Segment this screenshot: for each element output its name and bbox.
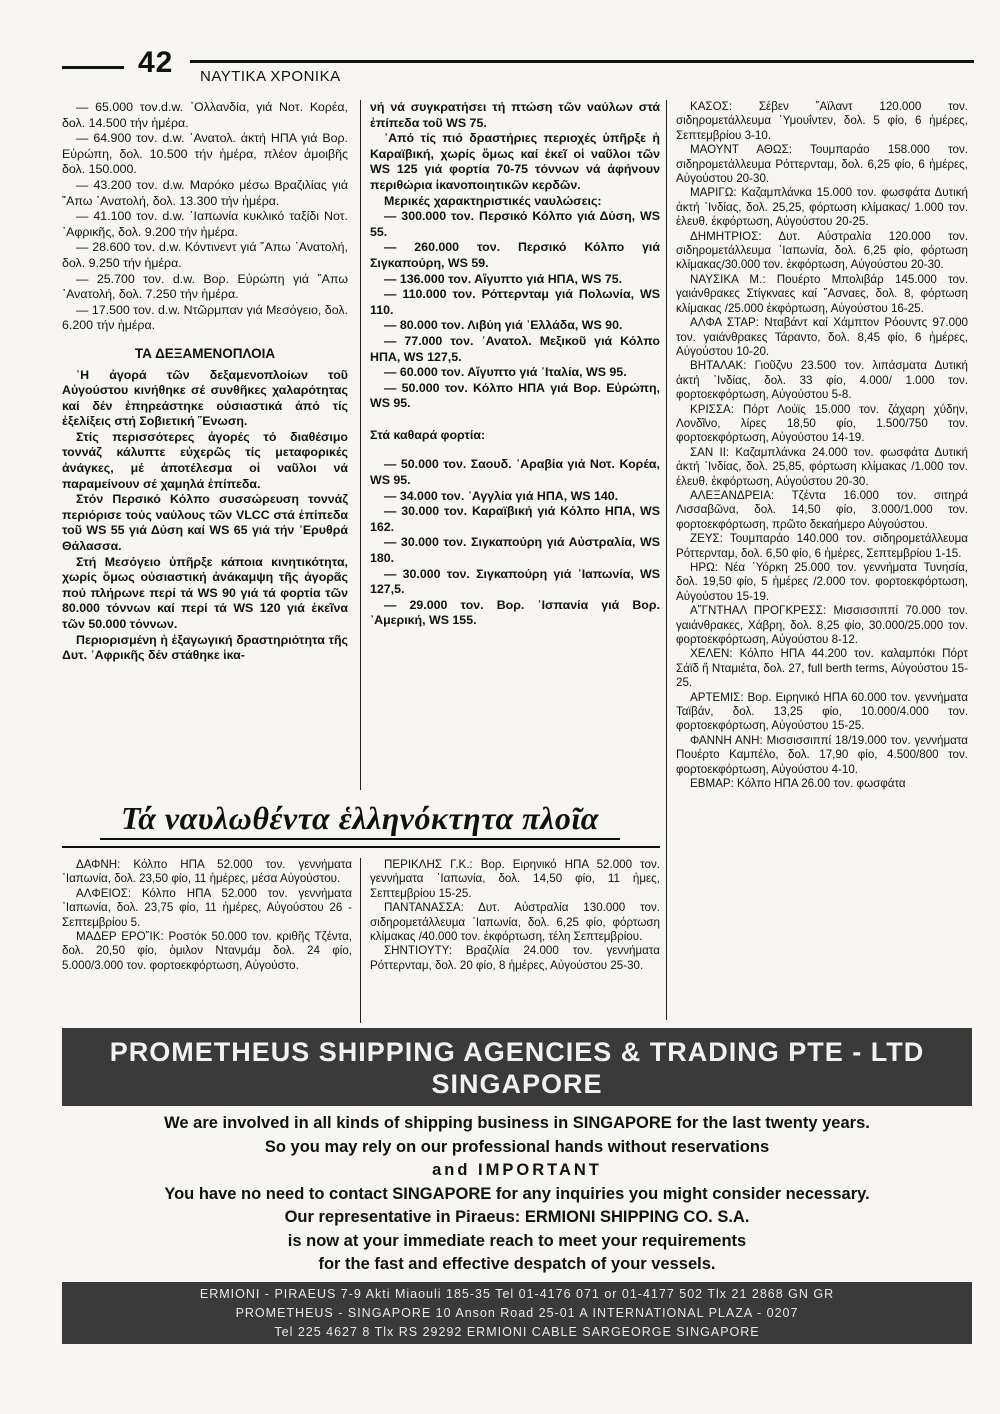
greek-ships-title-text: Τά ναυλωθέντα ἑλληνόκτητα πλοῖα: [121, 800, 599, 836]
greek-ships-column-b: [370, 858, 660, 973]
tankers-paragraph: Στίς περισσότερες ἀγορές τό διαθέσιμο τοννάζ κάλυπτε εὐχερῶς τίς μεταφορικές ἀνάγκες, μέ ἀποτέλεσμα οἱ ναῦλοι νά παραμείνουν σέ χαμηλά ἐπίπεδα.: [62, 429, 348, 491]
clean-fixture: — 30.000 τον. Σιγκαπούρη γιά Αὐστραλία, WS 180.: [370, 535, 660, 566]
ship-entry: ΝΑΥΣΙΚΑ Μ.: Πουέρτο Μπολιβάρ 145.000 τον. γαιάνθρακες Στίγκναες καί ῎Ασναες, δολ. 8, φόρτωση κλίμακας /25.000 ἐκφόρτωση, Αὐγούστου 16-25.: [676, 272, 968, 315]
advert-banner: [62, 1028, 972, 1106]
advert-line: So you may rely on our professional hands without reservations: [264, 1137, 770, 1156]
column-dry-fixtures: [62, 100, 348, 664]
greek-ships-title: [60, 800, 660, 846]
tankers-paragraph: ῾Η ἀγορά τῶν δεξαμενοπλοίων τοῦ Αὐγούστου κινήθηκε σέ συνθῆκες χαλαρότητας καί δέν ἐπηρεάστηκε οὐσιαστικά ἀπό τίς ἐξελίξεις στή Σοβιετική ῞Ενωση.: [62, 367, 348, 429]
column-ship-entries: [676, 100, 968, 792]
ship-entry: ΖΕΥΣ: Τουμπαράο 140.000 τον. σιδηρομετάλλευμα Ρόττερνταμ, δολ. 6,50 φίο, 6 ἡμέρες, Σεπτεμβρίου 1-15.: [676, 532, 968, 560]
tankers-heading: ΤΑ ΔΕΞΑΜΕΝΟΠΛΟΙΑ: [134, 345, 276, 361]
advert-body: [62, 1112, 972, 1277]
advert-line: is now at your immediate reach to meet your requirements: [287, 1231, 747, 1250]
ship-entry: ΦΑΝΝΗ ΑΝΗ: Μισσισσιππί 18/19.000 τον. γεννήματα Πουέρτο Καμπέλο, δολ. 17,90 φίο, 4.500/800 τον. φορτοεκφόρτωση, Αὐγούστου 4-10.: [676, 733, 968, 776]
fixture-line: — 43.200 τον. d.w. Μαρόκο μέσω Βραζιλίας γιά ῎Απω ᾿Ανατολή, δολ. 13.300 τήν ἡμέρα.: [62, 177, 348, 208]
tankers-paragraph: Περιορισμένη ἡ ἐξαγωγική δραστηριότητα τῆς Δυτ. ᾿Αφρικῆς δέν στάθηκε ἱκα-: [62, 632, 348, 663]
ship-entry: ΔΗΜΗΤΡΙΟΣ: Δυτ. Αὐστραλία 120.000 τον. σιδηρομετάλλευμα ᾿Ιαπωνία, δολ. 6,25 φίο, φόρτωση κλίμακας/30.000 τον. ἐκφόρτωση, Αὐγούστου 20-30.: [676, 229, 968, 272]
fixture-line: — 65.000 τον.d.w. ᾿Ολλανδία, γιά Νοτ. Κορέα, δολ. 14.500 τήν ἡμέρα.: [62, 100, 348, 130]
title-rule: [62, 846, 660, 848]
greek-ships-column-a: [62, 858, 352, 973]
column-divider: [360, 100, 361, 790]
advert-line: Our representative in Piraeus: ERMIONI SHIPPING CO. S.A.: [284, 1208, 750, 1226]
ship-entry: ΜΑΟΥΝΤ ΑΘΩΣ: Τουμπαράο 158.000 τον. σιδηρομετάλλευμα Ρόττερνταμ, δολ. 6,25 φίο, 6 ἡμέρες, Αὐγούστου 20-30.: [676, 143, 968, 186]
fixture-line: — 28.600 τον. d.w. Κόντινεντ γιά ῎Απω ᾿Ανατολή, δολ. 9.250 τήν ἡμέρα.: [62, 240, 348, 270]
clean-heading: Στά καθαρά φορτία:: [370, 427, 486, 442]
tanker-fixture: — 110.000 τον. Ρόττερνταμ γιά Πολωνία, WS 110.: [370, 287, 660, 317]
ship-entry: ΕΒΜΑΡ: Κόλπο ΗΠΑ 26.00 τον. φωσφάτα: [690, 777, 906, 791]
greek-ship-entry: ΠΑΝΤΑΝΑΣΣΑ: Δυτ. Αὐστραλία 130.000 τον. σιδηρομετάλλευμα ᾿Ιαπωνία, δολ. 6,25 φίο, φόρτωση κλίμακας /40.000 τον. ἐκφόρτωση, τέλη Σεπτεμβρίου.: [370, 901, 660, 944]
fixture-line: — 17.500 τον. d.w. Ντῶρμπαν γιά Μεσόγειο, δολ. 6.200 τήν ἡμέρα.: [62, 302, 348, 333]
caribbean-paragraph: ᾿Από τίς πιό δραστήριες περιοχές ὑπῆρξε ἡ Καραϊβική, χωρίς ὅμως καί ἐκεῖ οἱ ναῦλοι τῶν WS 125 γιά φορτία 70-75 τόννων νά ἀφήνουν περιθώρια ἱκανοποιητικῶν κερδῶν.: [370, 131, 660, 192]
contact-line: Tel 225 4627 8 Tlx RS 29292 ERMIONI CABLE SARGEORGE SINGAPORE: [274, 1325, 760, 1339]
ship-entry: Α῞ΓΝΤΗΑΛ ΠΡΟΓΚΡΕΣΣ: Μισσισσιππί 70.000 τον. γαιάνθρακες, Χάβρη, δολ. 8,25 φίο, 30.000/25.000 τον. φορτοεκφόρτωση, Αὐγούστου 8-12.: [676, 604, 968, 647]
fixture-line: — 64.900 τον. d.w. ᾿Ανατολ. ἀκτή ΗΠΑ γιά Βορ. Εὐρώπη, δολ. 10.500 τήν ἡμέρα, πλέον ἀμοιβῆς δολ. 150.000.: [62, 131, 348, 177]
advert-line: We are involved in all kinds of shipping business in SINGAPORE for the last twenty years.: [164, 1114, 870, 1132]
clean-fixture: — 34.000 τον. ᾿Αγγλία γιά ΗΠΑ, WS 140.: [384, 488, 619, 503]
ship-entry: ΣΑΝ ΙΙ: Καζαμπλάνκα 24.000 τον. φωσφάτα Δυτική ἀκτή ᾿Ινδίας, δολ. 25,85, φόρτωση κλίμακας /1.000 τον. ἐλευθ. ἐκφόρτωση, Αὐγούστου 20-30.: [676, 445, 968, 488]
advert-line: and IMPORTANT: [432, 1161, 602, 1179]
greek-ship-entry: ΣΗΝΤΙΟΥΤΥ: Βραζιλία 24.000 τον. γεννήματα Ρόττερνταμ, δολ. 20 φίο, 8 ἡμέρες, Αὐγούστου 25-30.: [370, 944, 660, 972]
tanker-fixture: — 300.000 τον. Περσικό Κόλπο γιά Δύση, WS 55.: [370, 209, 660, 239]
ship-entry: ΑΡΤΕΜΙΣ: Βορ. Ειρηνικό ΗΠΑ 60.000 τον. γεννήματα Ταϊβάν, δολ. 13,25 φίο, 10.000/4.000 τον. φορτοεκφόρτωση, Αὐγούστου 15-25.: [676, 690, 968, 733]
clean-fixture: — 30.000 τον. Καραϊβική γιά Κόλπο ΗΠΑ, WS 162.: [370, 504, 660, 534]
title-underline: [100, 838, 620, 840]
clean-fixture: — 50.000 τον. Σαουδ. ᾿Αραβία γιά Νοτ. Κορέα, WS 95.: [370, 457, 660, 488]
column-tanker-fixtures: [370, 100, 660, 629]
ship-entry: ΗΡΩ: Νέα ῾Υόρκη 25.000 τον. γεννήματα Τυνησία, δολ. 19,50 φίο, 5 ἡμέρες /2.000 τον. φορτοεκφόρτωση, Αὐγούστου 15-19.: [676, 561, 968, 603]
tankers-continuation: νή νά συγκρατήσει τή πτώση τῶν ναύλων στά ἐπίπεδα τοῦ WS 75.: [370, 100, 660, 130]
advert-company-name: PROMETHEUS SHIPPING AGENCIES & TRADING PTE - LTD: [109, 1037, 925, 1067]
advert-line: You have no need to contact SINGAPORE for any inquiries you might consider necessary.: [164, 1184, 870, 1203]
clean-fixture: — 30.000 τον. Σιγκαπούρη γιά ᾿Ιαπωνία, WS 127,5.: [370, 566, 660, 597]
header-dash: [62, 66, 124, 69]
greek-ship-entry: ΔΑΦΝΗ: Κόλπο ΗΠΑ 52.000 τον. γεννήματα ᾿Ιαπωνία, δολ. 23,50 φίο, 11 ἡμέρες, μέσα Αὐγούστου.: [62, 858, 352, 886]
advert-contact-footer: [62, 1282, 972, 1344]
column-divider: [666, 100, 667, 1020]
features-heading: Μερικές χαρακτηριστικές ναυλώσεις:: [384, 193, 602, 208]
column-divider: [360, 858, 361, 1023]
tanker-fixture: — 260.000 τον. Περσικό Κόλπο γιά Σιγκαπούρη, WS 59.: [370, 240, 660, 270]
ship-entry: ΑΛΦΑ ΣΤΑΡ: Νταβάντ καί Χάμπτον Ρόουντς 97.000 τον. γαιάνθρακες Τάραντο, δολ. 8,45 φίο, 6 ἡμέρες, Αὐγούστου 10-20.: [676, 316, 968, 358]
ship-entry: ΚΑΣΟΣ: Σέβεν ῎Αϊλαντ 120.000 τον. σιδηρομετάλλευμα ῾Υμουΐντεν, δολ. 5 φίο, 6 ἡμέρες, Σεπτεμβρίου 3-10.: [676, 100, 968, 142]
contact-line: ERMIONI - PIRAEUS 7-9 Akti Miaouli 185-35 Tel 01-4176 071 or 01-4177 502 Tlx 21 2868 GN GR: [199, 1287, 835, 1301]
tanker-fixture: — 80.000 τον. Λιβύη γιά ᾿Ελλάδα, WS 90.: [384, 318, 623, 333]
ship-entry: ΚΡΙΣΣΑ: Πόρτ Λούϊς 15.000 τον. ζάχαρη χύδην, Λονδῖνο, λίρες 18,50 φίο, 1.500/750 τον. φορτοεκφόρτωση, Αὐγούστου 14-19.: [676, 402, 968, 445]
tanker-fixture: — 60.000 τον. Αἴγυπτο γιά ᾿Ιταλία, WS 95.: [384, 365, 627, 380]
page-number: 42: [138, 46, 174, 79]
ship-entry: ΒΗΤΑΛΑΚ: Γιοῦζνυ 23.500 τον. λιπάσματα Δυτική ἀκτή ᾿Ινδίας, δολ. 33 φίο, 4.000/ 1.000 τον. φορτοεκφόρτωση, Αὐγούστου 5-8.: [676, 359, 968, 402]
ship-entry: ΑΛΕΞΑΝΔΡΕΙΑ: Τζέντα 16.000 τον. σιτηρά Λισσαβῶνα, δολ. 14,50 φίο, 3.000/1.000 τον. φορτοεκφόρτωση, πρῶτο δεκαήμερο Αὐγούστου.: [676, 488, 968, 531]
greek-ship-entry: ΜΑΔΕΡ ΕΡΟ῞ΙΚ: Ροστόκ 50.000 τον. κριθῆς Τζέντα, δολ. 20,50 φίο, ὁμιλον Ντανμάμ δολ. 24 φίο, 5.000/3.000 τον. φορτοεκφόρτωση, Αὐγούστο.: [62, 930, 352, 972]
tankers-paragraph: Στόν Περσικό Κόλπο συσσώρευση τοννάζ περιόρισε τούς ναύλους τῶν VLCC στά ἐπίπεδα τοῦ WS 55 γιά Δύση καί WS 65 γιά τήν ᾿Ερυθρά Θάλασσα.: [62, 492, 348, 554]
advert-line: for the fast and effective despatch of your vessels.: [318, 1255, 716, 1273]
page-header: [62, 48, 974, 88]
header-rule: [190, 60, 974, 63]
tanker-fixture: — 136.000 τον. Αἴγυπτο γιά ΗΠΑ, WS 75.: [384, 271, 623, 286]
contact-line: PROMETHEUS - SINGAPORE 10 Anson Road 25-01 A INTERNATIONAL PLAZA - 0207: [235, 1306, 799, 1320]
ship-entry: ΜΑΡΙΓΩ: Καζαμπλάνκα 15.000 τον. φωσφάτα Δυτική ἀκτή ᾿Ινδίας, δολ. 25,25, φόρτωση κλίμακας/ 1.000 τον. ἐλευθ. ἐκφόρτωση, Αὐγούστου 20-25.: [676, 186, 968, 229]
ship-entry: ΧΕΛΕΝ: Κόλπο ΗΠΑ 44.200 τον. καλαμπόκι Πόρτ Σάϊδ ἤ Νταμιέτα, δολ. 27, full berth terms, Αὐγούστου 15-25.: [676, 647, 968, 690]
tankers-paragraph: Στή Μεσόγειο ὑπῆρξε κάποια κινητικότητα, χωρίς ὅμως οὐσιαστική ἀνάκαμψη τῆς ἀγορᾶς πού πλήρωνε περί τά WS 90 γιά τά φορτία τῶν 80.000 τόννων καί περί τά WS 120 γιά ἐκεῖνα τῶν 50.000 τόννων.: [62, 554, 348, 631]
advert-city: SINGAPORE: [431, 1069, 603, 1099]
tanker-fixture: — 50.000 τον. Κόλπο ΗΠΑ γιά Βορ. Εὐρώπη, WS 95.: [370, 380, 660, 411]
fixture-line: — 25.700 τον. d.w. Βορ. Εὐρώπη γιά ῎Απω ᾿Ανατολή, δολ. 7.250 τήν ἡμέρα.: [62, 271, 348, 302]
greek-ship-entry: ΠΕΡΙΚΛΗΣ Γ.Κ.: Βορ. Ειρηνικό ΗΠΑ 52.000 τον. γεννήματα ᾿Ιαπωνία, δολ. 14,50 φίο, 11 ἡμες, Σεπτεμβρίου 15-25.: [370, 858, 660, 900]
clean-fixture: — 29.000 τον. Βορ. ᾿Ισπανία γιά Βορ. ᾿Αμερική, WS 155.: [370, 597, 660, 628]
fixture-line: — 41.100 τον. d.w. ᾿Ιαπωνία κυκλικό ταξίδι Νοτ. ᾿Αφρικῆς, δολ. 9.200 τήν ἡμέρα.: [62, 209, 348, 239]
greek-ship-entry: ΑΛΦΕΙΟΣ: Κόλπο ΗΠΑ 52.000 τον. γεννήματα ᾿Ιαπωνία, δολ. 23,75 φίο, 11 ἡμέρες, Αὐγούστου 26 - Σεπτεμβρίου 5.: [62, 886, 352, 929]
tanker-fixture: — 77.000 τον. ᾿Ανατολ. Μεξικοῦ γιά Κόλπο ΗΠΑ, WS 127,5.: [370, 333, 660, 364]
publication-name: ΝΑΥΤΙΚΑ ΧΡΟΝΙΚΑ: [200, 68, 341, 85]
